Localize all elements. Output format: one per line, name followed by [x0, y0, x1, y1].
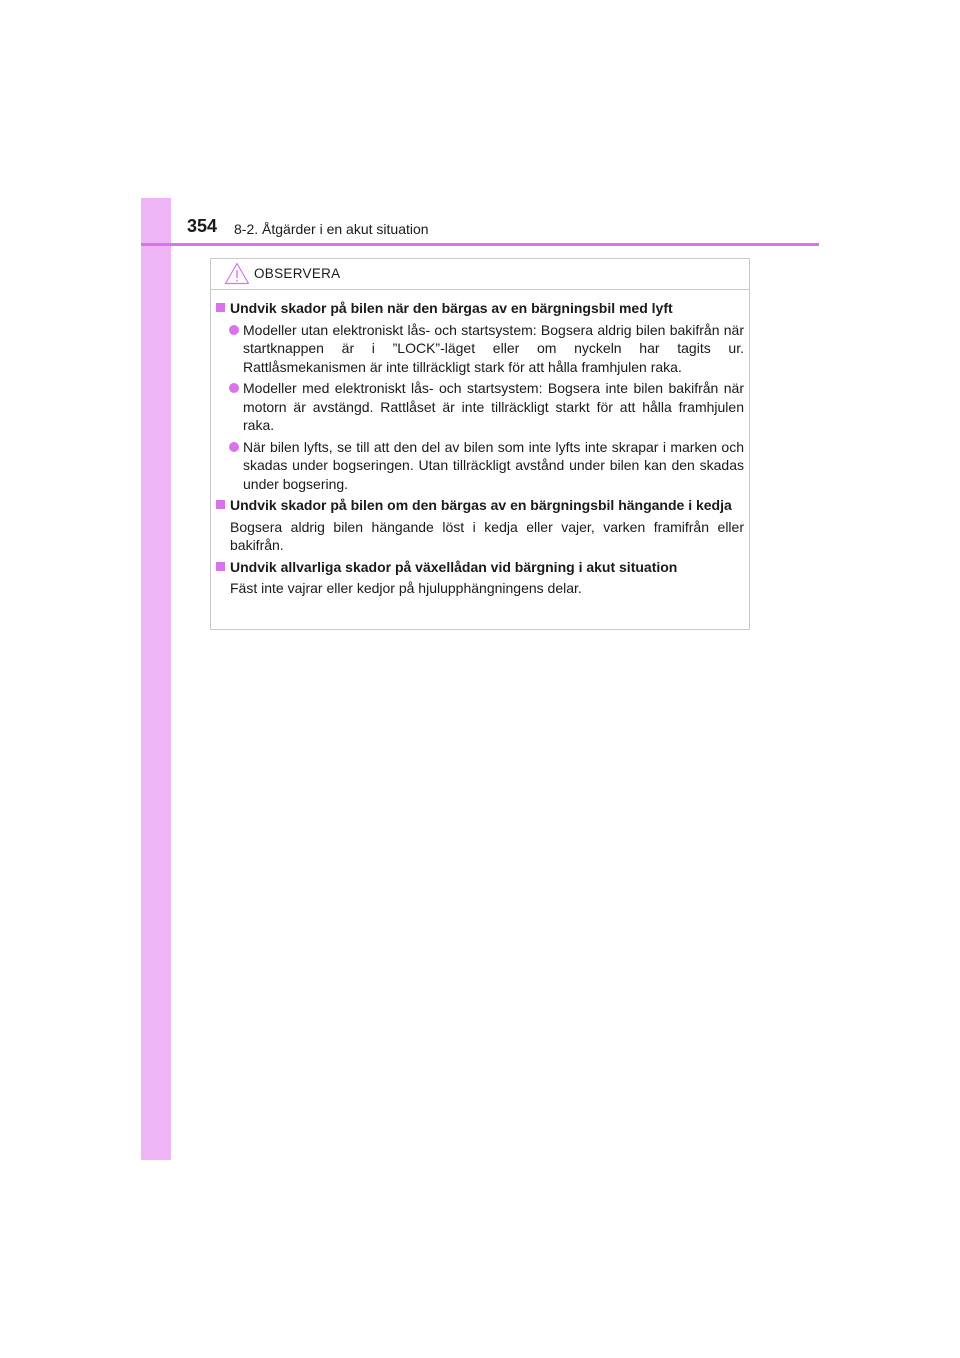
section-title: 8-2. Åtgärder i en akut situation [234, 221, 429, 237]
section-heading: Undvik allvarliga skador på växellådan vid bärgning i akut situation [216, 558, 744, 577]
section-heading: Undvik skador på bilen när den bärgas av en bärgningsbil med lyft [216, 299, 744, 318]
section-body: Fäst inte vajrar eller kedjor på hjulupphängningens delar. [230, 580, 582, 596]
square-bullet-icon [216, 562, 225, 571]
list-item: Modeller utan elektroniskt lås- och startsystem: Bogsera aldrig bilen bakifrån när startknappen är i ”LOCK”-läget eller om nyckeln har tagits ur. Rattlåsmekanismen är inte tillräckligt stark för att hålla framhjulen raka. [216, 321, 744, 377]
page-number: 354 [187, 216, 218, 236]
notice-label: OBSERVERA [254, 266, 341, 281]
list-item: När bilen lyfts, se till att den del av bilen som inte lyfts inte skrapar i marken och skadas under bogseringen. Utan tillräckligt avstånd under bilen kan den skadas under bogsering. [216, 438, 744, 494]
section-heading: Undvik skador på bilen om den bärgas av en bärgningsbil hängande i kedja [216, 496, 744, 515]
circle-bullet-icon [229, 383, 239, 393]
notice-box [210, 258, 750, 630]
notice-content [216, 299, 744, 598]
square-bullet-icon [216, 303, 225, 312]
circle-bullet-icon [229, 325, 239, 335]
notice-header [211, 259, 749, 290]
header-divider [141, 243, 819, 246]
list-item: Modeller med elektroniskt lås- och startsystem: Bogsera inte bilen bakifrån när motorn är avstängd. Rattlåset är inte tillräckligt starkt för att hålla framhjulen raka. [216, 379, 744, 435]
square-bullet-icon [216, 500, 225, 509]
warning-triangle-icon [224, 262, 250, 285]
section-body: Bogsera aldrig bilen hängande löst i kedja eller vajer, varken framifrån eller bakifrån. [230, 518, 744, 553]
chapter-side-tab [141, 198, 171, 1160]
circle-bullet-icon [229, 442, 239, 452]
